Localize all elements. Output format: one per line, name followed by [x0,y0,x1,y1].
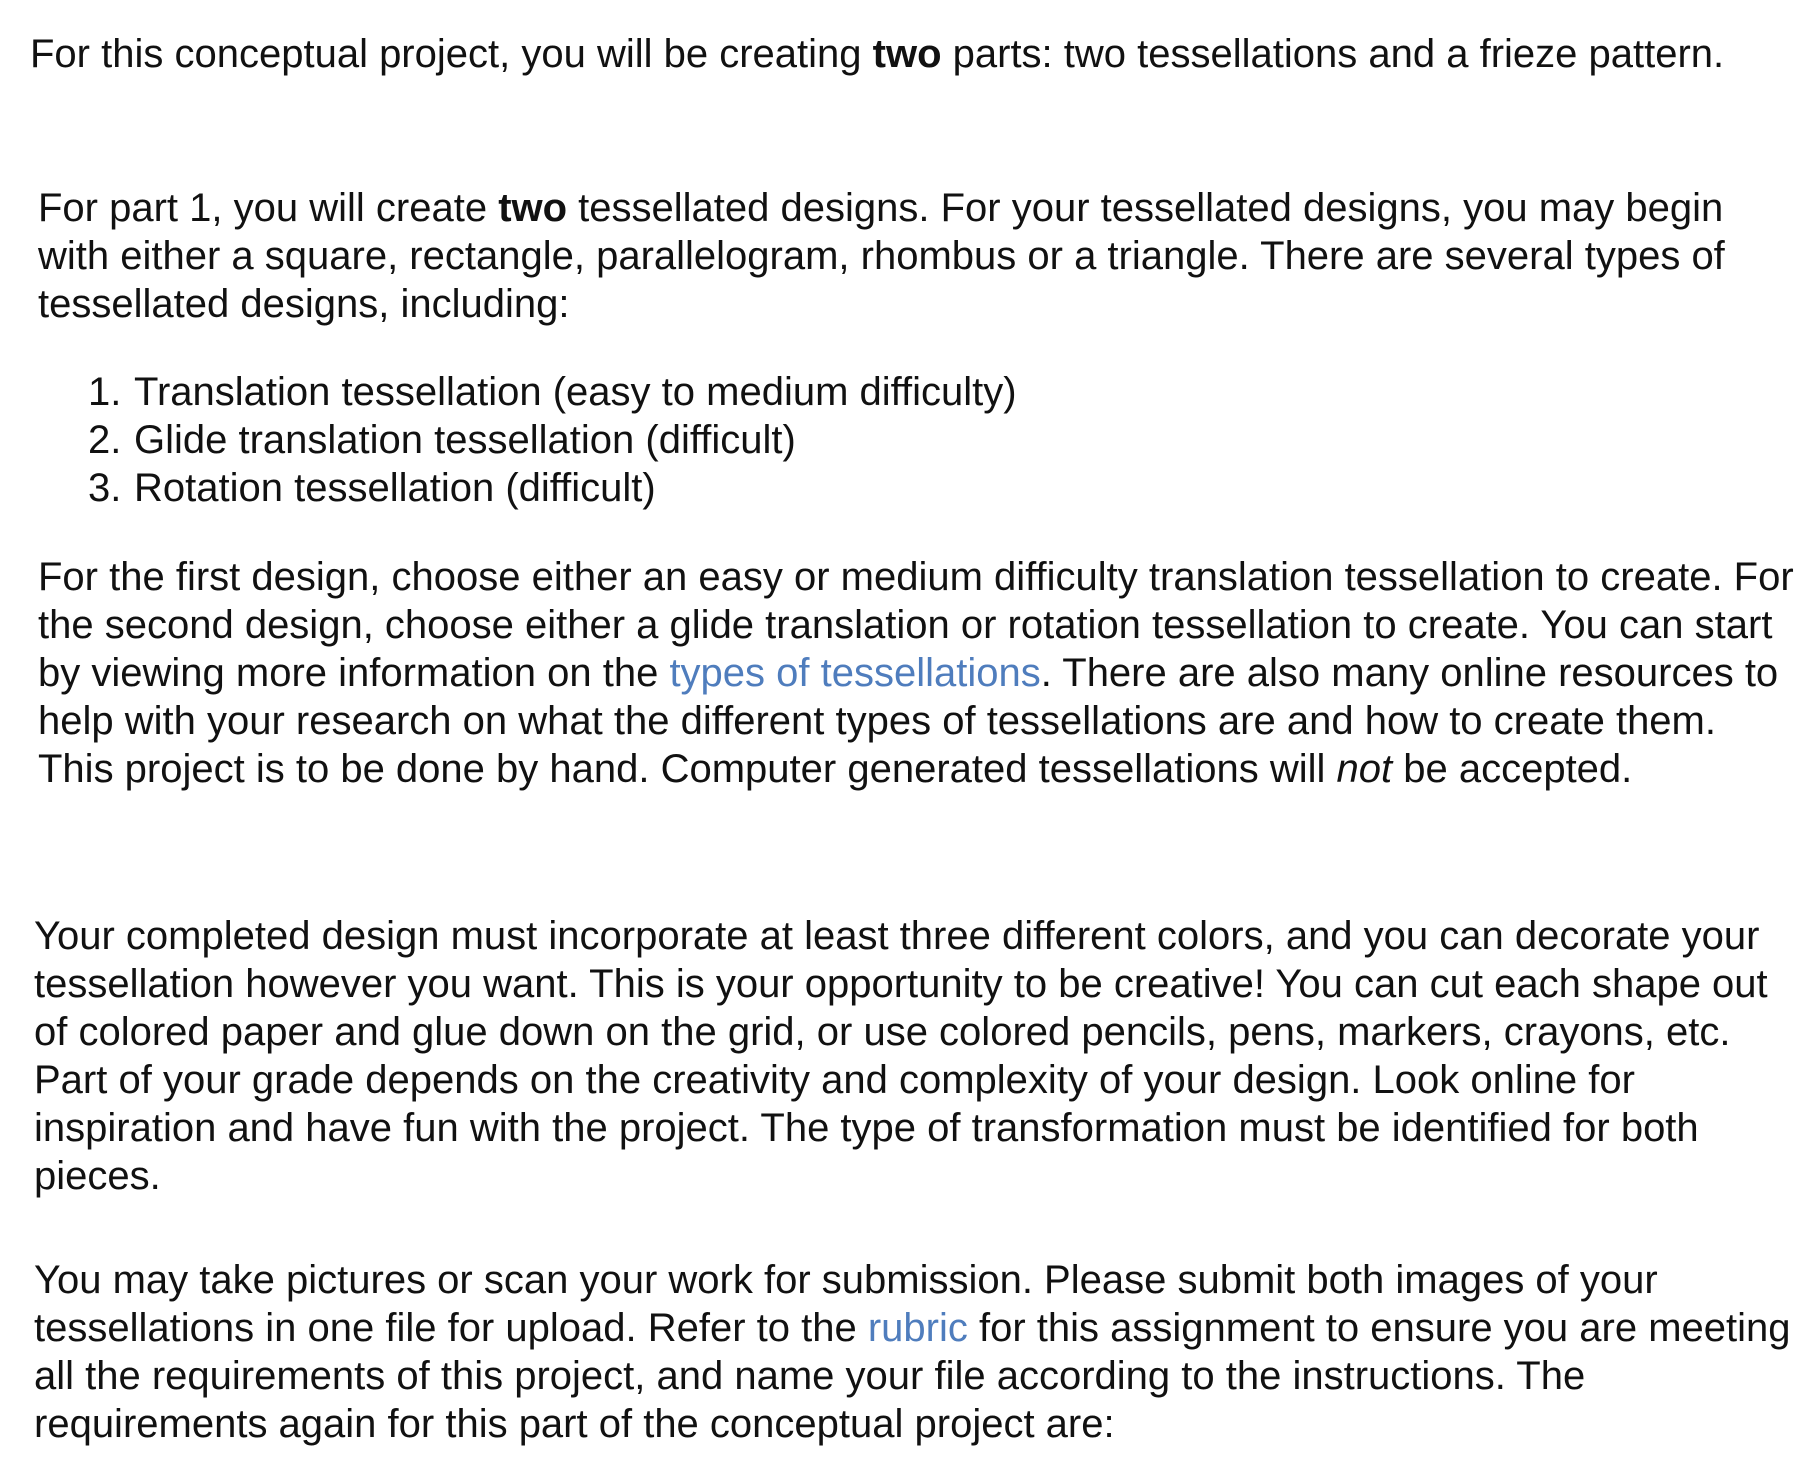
design-text-start: For the first design, choose either an easy or medium difficulty translation tessellation to create. For the second design, choose either a glide translation or rotation tessellation to create. You can start by viewing more information on the [38,555,1794,695]
submission-paragraph [34,1256,1794,1448]
intro-paragraph [30,30,1794,78]
types-of-tessellations-link[interactable]: types of tessellations [669,651,1041,695]
tessellation-types-list [38,368,1758,512]
intro-bold-two: two [872,32,942,76]
intro-text-start: For this conceptual project, you will be creating [30,32,873,76]
design-italic-not: not [1336,747,1393,791]
list-item-text: Translation tessellation (easy to medium difficulty) [134,370,1017,414]
list-item-number: 3. [88,466,122,510]
part1-text-start: For part 1, you will create [38,186,499,230]
list-item-number: 2. [88,418,122,462]
list-item [38,464,1758,512]
list-item-number: 1. [88,370,122,414]
colors-paragraph [34,912,1802,1200]
design-text-middle: . There are also many online resources to help with your research on what the different types of tessellations are and how to create them. This project is to be done by hand. Computer generated tessellations will [38,651,1779,791]
list-item [38,416,1758,464]
part1-paragraph [38,184,1758,328]
design-instructions-paragraph [38,553,1798,793]
submit-text-end: for this assignment to ensure you are meeting all the requirements of this project, and name your file according to the instructions. The requirements again for this part of the conceptual project are: [34,1306,1791,1446]
part1-text-end: tessellated designs. For your tessellated designs, you may begin with either a square, rectangle, parallelogram, rhombus or a triangle. There are several types of tessellated designs, including: [38,186,1725,326]
design-text-end: be accepted. [1392,747,1633,791]
intro-text-end: parts: two tessellations and a frieze pattern. [941,32,1725,76]
list-item [38,368,1758,416]
list-item-text: Glide translation tessellation (difficult) [134,418,796,462]
colors-text: Your completed design must incorporate at least three different colors, and you can decorate your tessellation however you want. This is your opportunity to be creative! You can cut each shape out of colored paper and glue down on the grid, or use colored pencils, pens, markers, crayons, etc. Part of your grade depends on the creativity and complexity of your design. Look online for inspiration and have fun with the project. The type of transformation must be identified for both pieces. [34,914,1768,1198]
rubric-link[interactable]: rubric [867,1306,968,1350]
list-item-text: Rotation tessellation (difficult) [134,466,656,510]
submit-text-start: You may take pictures or scan your work for submission. Please submit both images of your tessellations in one file for upload. Refer to the [34,1258,1658,1350]
part1-bold-two: two [498,186,568,230]
